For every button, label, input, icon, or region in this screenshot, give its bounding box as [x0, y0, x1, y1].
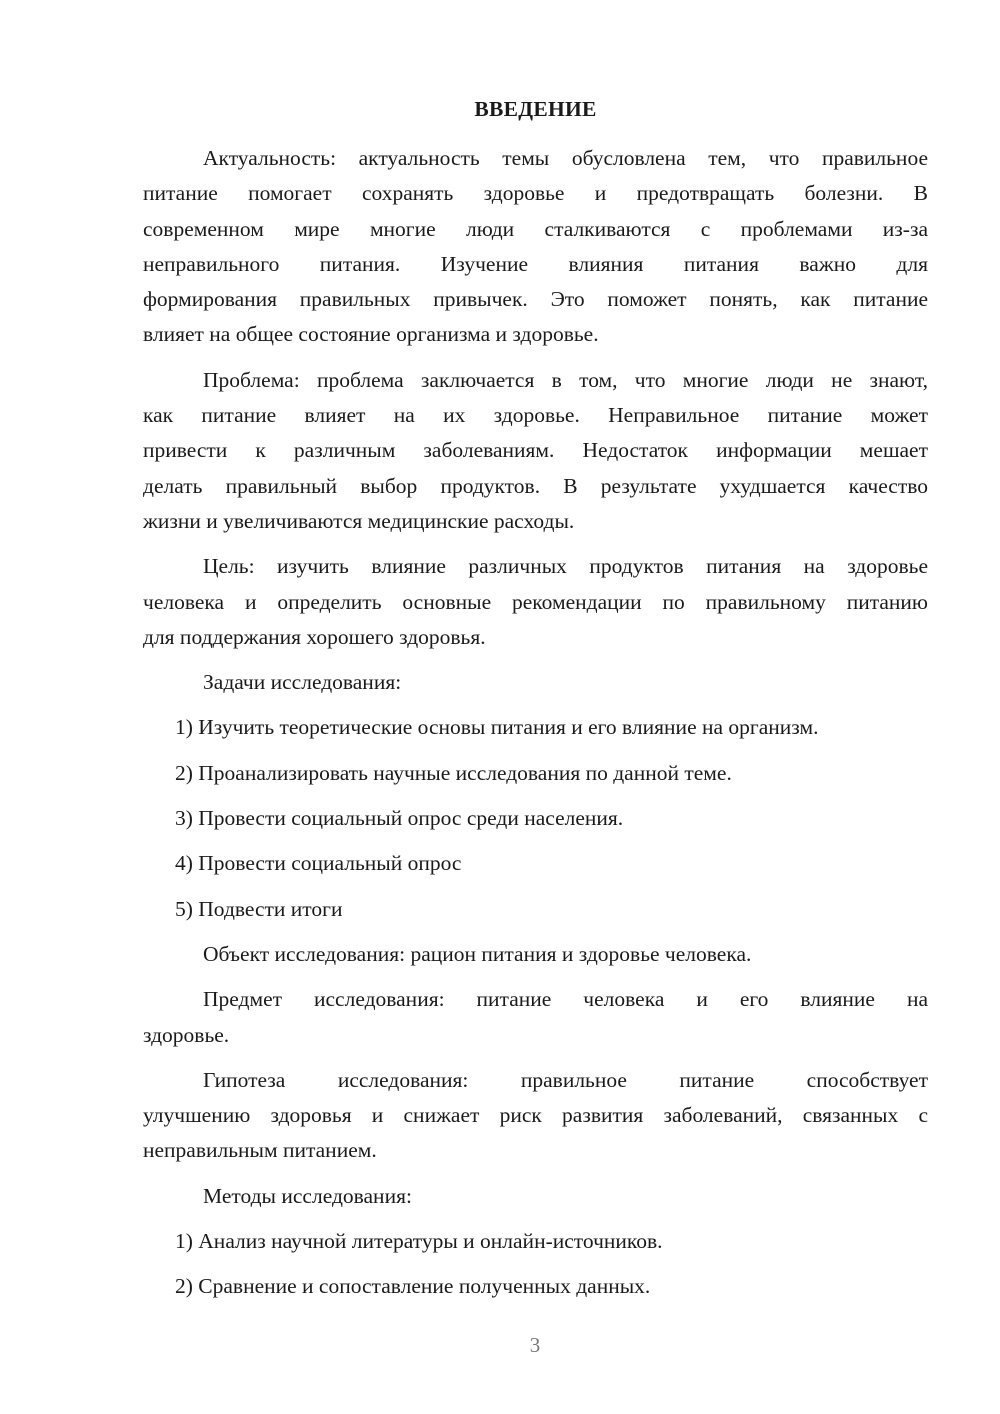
text-line: Методы исследования: — [203, 1183, 412, 1208]
text-line: Объект исследования: рацион питания и здоровье человека. — [203, 941, 752, 966]
text-line: Гипотеза исследования: правильное питание способствует — [203, 1067, 928, 1092]
paragraph — [143, 1063, 928, 1169]
text-line: неправильным питанием. — [143, 1138, 377, 1163]
text-line: для поддержания хорошего здоровья. — [143, 624, 486, 649]
paragraph — [143, 937, 928, 972]
list-item: 2) Сравнение и сопоставление полученных данных. — [175, 1274, 651, 1299]
text-line: Цель: изучить влияние различных продуктов питания на здоровье — [203, 554, 928, 579]
text-line: влияет на общее состояние организма и здоровье. — [143, 322, 599, 347]
text-line: человека и определить основные рекомендации по правильному питанию — [143, 589, 928, 614]
paragraph — [143, 982, 928, 1053]
list-item: 5) Подвести итоги — [175, 896, 343, 921]
text-line: как питание влияет на их здоровье. Неправильное питание может — [143, 403, 928, 428]
text-line: улучшению здоровья и снижает риск развития заболеваний, связанных с — [143, 1103, 928, 1128]
paragraph — [143, 549, 928, 655]
paragraph — [143, 1179, 928, 1214]
text-line: здоровье. — [143, 1022, 230, 1047]
list-item: 1) Изучить теоретические основы питания и его влияние на организм. — [175, 715, 819, 740]
list-item: 3) Провести социальный опрос среди населения. — [175, 806, 624, 831]
text-line: Задачи исследования: — [203, 670, 402, 695]
paragraph — [143, 665, 928, 700]
text-line: питание помогает сохранять здоровье и предотвращать болезни. В — [143, 181, 928, 206]
paragraph — [143, 141, 928, 353]
text-line: Предмет исследования: питание человека и его влияние на — [203, 987, 928, 1012]
document-body — [143, 141, 928, 1305]
list-item: 2) Проанализировать научные исследования по данной теме. — [175, 760, 732, 785]
paragraph — [143, 363, 928, 539]
list-item: 4) Провести социальный опрос — [175, 851, 462, 876]
text-line: жизни и увеличиваются медицинские расходы. — [143, 508, 575, 533]
page-number: 3 — [529, 1333, 541, 1357]
text-line: современном мире многие люди сталкиваются с проблемами из-за — [143, 216, 928, 241]
section-title: ВВЕДЕНИЕ — [474, 97, 597, 121]
text-line: неправильного питания. Изучение влияния питания важно для — [143, 251, 928, 276]
list-item: 1) Анализ научной литературы и онлайн-источников. — [175, 1229, 663, 1254]
text-line: Актуальность: актуальность темы обусловлена тем, что правильное — [203, 146, 928, 170]
document-page — [143, 92, 928, 1315]
text-line: Проблема: проблема заключается в том, что многие люди не знают, — [203, 367, 928, 392]
text-line: привести к различным заболеваниям. Недостаток информации мешает — [143, 438, 928, 463]
text-line: делать правильный выбор продуктов. В результате ухудшается качество — [143, 473, 928, 498]
text-line: формирования правильных привычек. Это поможет понять, как питание — [143, 287, 928, 312]
